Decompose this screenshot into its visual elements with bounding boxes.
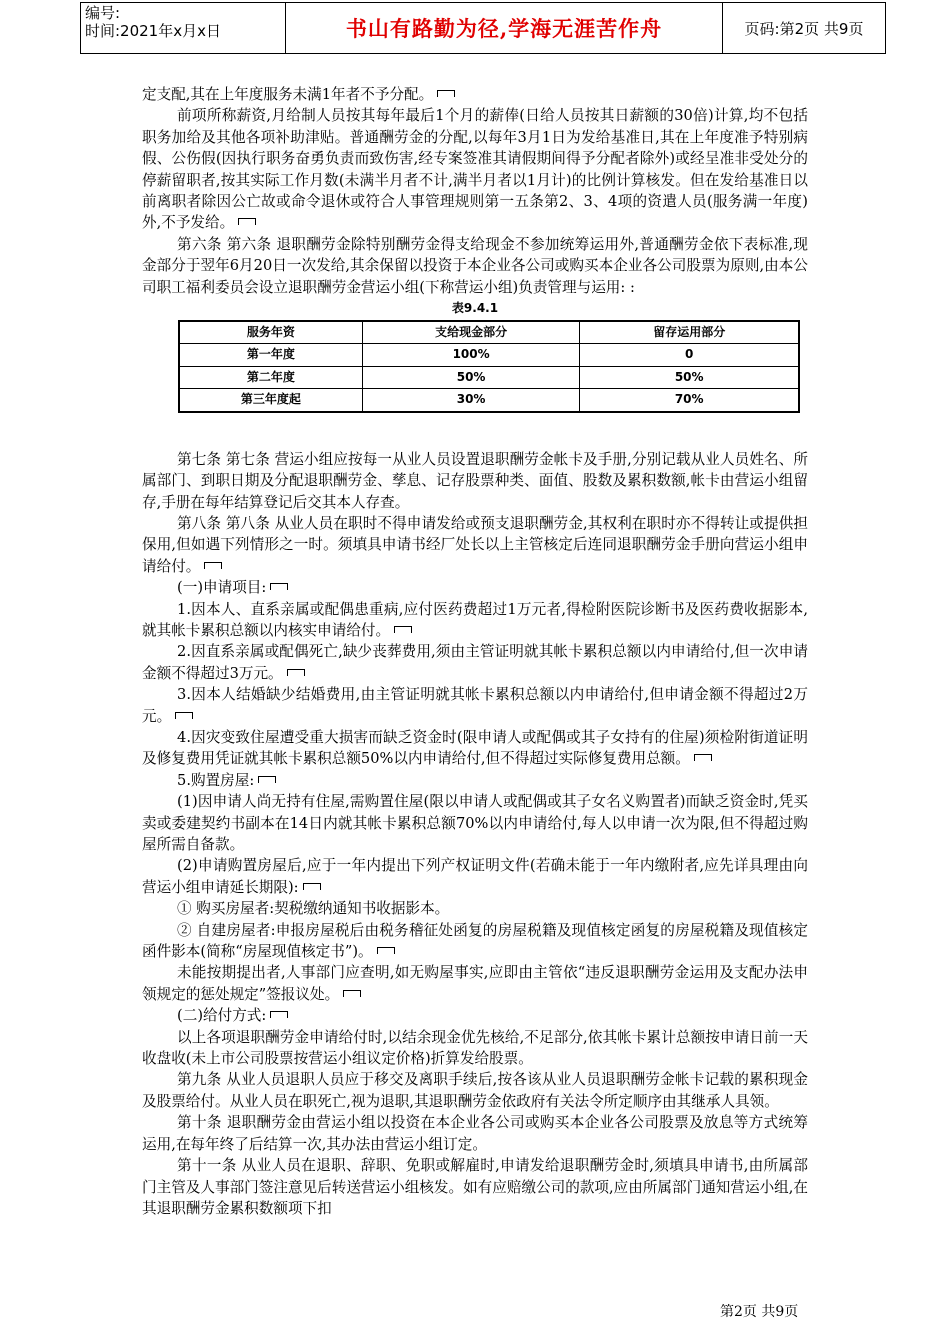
- list-item: ② 自建房屋者:申报房屋税后由税务稽征处函复的房屋税籍及现值核定函复的房屋税籍及现值核定函件影本(简称“房屋现值核定书”)。: [142, 921, 808, 961]
- paragraph: 未能按期提出者,人事部门应查明,如无购屋事实,应即由主管依“违反退职酬劳金运用及支配办法申领规定的惩处规定”签报议处。: [142, 964, 808, 1003]
- document-body: [142, 84, 808, 1219]
- paragraph-mark-icon: [238, 218, 256, 225]
- header-page-label: 页码:第2页 共9页: [744, 19, 864, 38]
- article-8: 第八条 第八条 从业人员在职时不得申请发给或预支退职酬劳金,其权利在职时亦不得转让或提供担保用,但如遇下列情形之一时。须填具申请书经厂处长以上主管核定后连同退职酬劳金手册向营运小组申请给付。: [142, 514, 808, 575]
- list-item: 4.因灾变致住屋遭受重大损害而缺乏资金时(限申请人或配偶或其子女持有的住屋)须检附街道证明及修复费用凭证就其帐卡累积总额50%以内申请给付,但不得超过实际修复费用总额。: [142, 728, 808, 768]
- paragraph: 以上各项退职酬劳金申请给付时,以结余现金优先核给,不足部分,依其帐卡累计总额按申请日前一天收盘收(未上市公司股票按营运小组议定价格)折算发给股票。: [142, 1028, 808, 1068]
- section-heading: (一)申请项目:: [142, 577, 808, 598]
- table-cell: 50%: [580, 366, 799, 388]
- table-header-cell: 支给现金部分: [362, 321, 580, 344]
- list-item: 5.购置房屋:: [142, 770, 808, 791]
- table-row: [179, 344, 799, 366]
- paragraph-mark-icon: [270, 1011, 288, 1018]
- list-item: (2)申请购置房屋后,应于一年内提出下列产权证明文件(若确未能于一年内缴附者,应先详具理由向营运小组申请延长期限):: [142, 857, 808, 896]
- section-heading: (二)给付方式:: [142, 1005, 808, 1026]
- table-row: [179, 389, 799, 412]
- list-item: 3.因本人结婚缺少结婚费用,由主管证明就其帐卡累积总额以内申请给付,但申请金额不得超过2万元。: [142, 686, 808, 725]
- paragraph-mark-icon: [694, 754, 712, 761]
- paragraph-mark-icon: [258, 776, 276, 783]
- list-item: ① 购买房屋者:契税缴纳通知书收据影本。: [177, 900, 450, 918]
- table-cell: 30%: [362, 389, 580, 412]
- article-7: 第七条 第七条 营运小组应按每一从业人员设置退职酬劳金帐卡及手册,分别记载从业人员姓名、所属部门、到职日期及分配退职酬劳金、孳息、记存股票种类、面值、股数及累积数额,帐卡由营运小组留存,手册在每年结算登记后交其本人存查。: [142, 450, 808, 511]
- list-item: 2.因直系亲属或配偶死亡,缺少丧葬费用,须由主管证明就其帐卡累积总额以内申请给付,但一次申请金额不得超过3万元。: [142, 643, 808, 682]
- table-spacer: [142, 413, 808, 449]
- paragraph-mark-icon: [204, 562, 222, 569]
- article-10: 第十条 退职酬劳金由营运小组以投资在本企业各公司或购买本企业各公司股票及放息等方式统筹运用,在每年终了后结算一次,其办法由营运小组订定。: [142, 1114, 808, 1153]
- paragraph-mark-icon: [437, 90, 455, 97]
- paragraph-mark-icon: [394, 626, 412, 633]
- table-cell: 70%: [580, 389, 799, 412]
- table-header-cell: 留存运用部分: [580, 321, 799, 344]
- paragraph-mark-icon: [175, 712, 193, 719]
- table-cell: 50%: [362, 366, 580, 388]
- paragraph-mark-icon: [377, 947, 395, 954]
- paragraph-mark-icon: [343, 990, 361, 997]
- article-6: 第六条 第六条 退职酬劳金除特别酬劳金得支给现金不参加统筹运用外,普通酬劳金依下表标准,现金部分于翌年6月20日一次发给,其余保留以投资于本企业各公司或购买本企业各公司股票为原则,由本公司职工福利委员会设立退职酬劳金营运小组(下称营运小组)负责管理与运用: :: [142, 235, 808, 296]
- table-caption: 表9.4.1: [451, 301, 499, 316]
- number-label: 编号:: [85, 4, 121, 22]
- list-item: 1.因本人、直系亲属或配偶患重病,应付医药费超过1万元者,得检附医院诊断书及医药费收据影本,就其帐卡累积总额以内核实申请给付。: [142, 600, 808, 639]
- table-header-cell: 服务年资: [179, 321, 362, 344]
- header-slogan: 书山有路勤为径,学海无涯苦作舟: [286, 3, 723, 53]
- header-meta: [81, 3, 286, 53]
- allocation-table: [178, 320, 800, 413]
- table-cell: 第一年度: [179, 344, 362, 366]
- time-label: 时间:2021年x月x日: [85, 22, 221, 40]
- table-row: [179, 366, 799, 388]
- paragraph: 定支配,其在上年度服务未满1年者不予分配。: [142, 84, 808, 105]
- table-cell: 0: [580, 344, 799, 366]
- paragraph-mark-icon: [270, 583, 288, 590]
- article-11: 第十一条 从业人员在退职、辞职、免职或解雇时,申请发给退职酬劳金时,须填具申请书,由所属部门主管及人事部门签注意见后转送营运小组核发。如有应赔缴公司的款项,应由所属部门通知营运小组,在其退职酬劳金累积数额项下扣: [142, 1157, 809, 1217]
- page-footer: 第2页 共9页: [720, 1304, 799, 1320]
- article-9: 第九条 从业人员退职人员应于移交及离职手续后,按各该从业人员退职酬劳金帐卡记载的累积现金及股票给付。从业人员在职死亡,视为退职,其退职酬劳金依政府有关法令所定顺序由其继承人具领。: [142, 1071, 808, 1110]
- paragraph: 前项所称薪资,月给制人员按其每年最后1个月的薪俸(日给人员按其日薪额的30倍)计算,均不包括职务加给及其他各项补助津贴。普通酬劳金的分配,以每年3月1日为发给基准日,其在上年度准予特别病假、公伤假(因执行职务奋勇负责而致伤害,经专案签准其请假期间得予分配者除外)或经呈准非受处分的停薪留职者,按其实际工作月数(未满半月者不计,满半月者以1月计)的比例计算核发。但在发给基准日以前离职者除因公亡故或命令退休或符合人事管理规则第一五条第2、3、4项的资遣人员(服务满一年度)外,不予发给。: [142, 107, 808, 232]
- paragraph-mark-icon: [303, 883, 321, 890]
- paragraph-mark-icon: [287, 669, 305, 676]
- list-item: (1)因申请人尚无持有住屋,需购置住屋(限以申请人或配偶或其子女名义购置者)而缺乏资金时,凭买卖或委建契约书副本在14日内就其帐卡累积总额70%以内申请给付,每人以申请一次为限,但不得超过购屋所需自备款。: [142, 793, 808, 853]
- table-cell: 第三年度起: [179, 389, 362, 412]
- table-cell: 100%: [362, 344, 580, 366]
- table-cell: 第二年度: [179, 366, 362, 388]
- page-header: [80, 2, 886, 54]
- table-header-row: [179, 321, 799, 344]
